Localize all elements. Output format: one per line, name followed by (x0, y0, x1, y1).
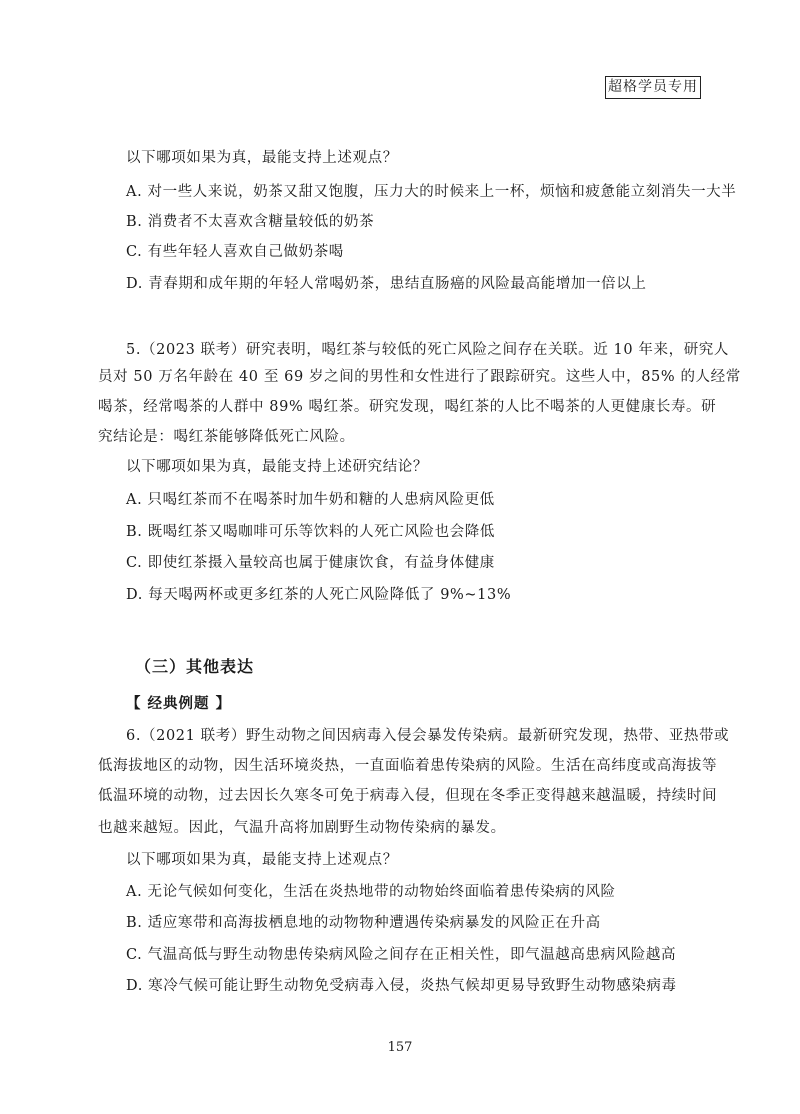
q4-option-c: C. 有些年轻人喜欢自己做奶茶喝 (126, 244, 344, 260)
section-title: （三）其他表达 (135, 657, 255, 676)
q6-option-c: C. 气温高低与野生动物患传染病风险之间存在正相关性，即气温越高患病风险越高 (126, 947, 677, 963)
q4-option-b: B. 消费者不太喜欢含糖量较低的奶茶 (126, 214, 375, 230)
q5-stem-line-4: 究结论是：喝红茶能够降低死亡风险。 (98, 429, 355, 445)
q6-stem-line-3: 低温环境的动物，过去因长久寒冬可免于病毒入侵，但现在冬季正变得越来越温暖，持续时间 (98, 788, 718, 804)
page-number: 157 (387, 1040, 413, 1055)
q6-option-d: D. 寒冷气候可能让野生动物免受病毒入侵，炎热气候却更易导致野生动物感染病毒 (126, 978, 677, 994)
q5-stem-line-3: 喝茶，经常喝茶的人群中 89% 喝红茶。研究发现，喝红茶的人比不喝茶的人更健康长寿。研 (98, 399, 717, 415)
q6-stem-line-1: 6.（2021 联考）野生动物之间因病毒入侵会暴发传染病。最新研究发现，热带、亚热带或 (126, 728, 730, 744)
q5-option-c: C. 即使红茶摄入量较高也属于健康饮食，有益身体健康 (126, 555, 495, 571)
q5-stem-line-1: 5.（2023 联考）研究表明，喝红茶与较低的死亡风险之间存在关联。近 10 年来，研究人 (126, 342, 730, 358)
q4-option-a: A. 对一些人来说，奶茶又甜又饱腹，压力大的时候来上一杯，烦恼和疲惫能立刻消失一大半 (126, 184, 737, 200)
q6-stem-line-2: 低海拔地区的动物，因生活环境炎热，一直面临着患传染病的风险。生活在高纬度或高海拔等 (98, 758, 718, 774)
q4-option-d: D. 青春期和成年期的年轻人常喝奶茶，患结直肠癌的风险最高能增加一倍以上 (126, 276, 647, 292)
q5-option-a: A. 只喝红茶而不在喝茶时加牛奶和糖的人患病风险更低 (126, 492, 495, 508)
q5-option-b: B. 既喝红茶又喝咖啡可乐等饮料的人死亡风险也会降低 (126, 524, 495, 540)
q6-option-b: B. 适应寒带和高海拔栖息地的动物物种遭遇传染病暴发的风险正在升高 (126, 915, 601, 931)
q5-option-d: D. 每天喝两杯或更多红茶的人死亡风险降低了 9%~13% (126, 587, 512, 603)
q5-stem-line-2: 员对 50 万名年龄在 40 至 69 岁之间的男性和女性进行了跟踪研究。这些人中，85% 的人经常 (98, 369, 741, 385)
q6-stem-line-4: 也越来越短。因此，气温升高将加剧野生动物传染病的暴发。 (98, 820, 506, 836)
q4-prompt: 以下哪项如果为真，最能支持上述观点？ (126, 150, 398, 166)
q6-prompt: 以下哪项如果为真，最能支持上述观点？ (126, 852, 398, 868)
q5-prompt: 以下哪项如果为真，最能支持上述研究结论？ (126, 459, 428, 475)
student-only-badge: 超格学员专用 (605, 76, 701, 99)
example-tag: 【 经典例题 】 (126, 695, 232, 712)
q6-option-a: A. 无论气候如何变化，生活在炎热地带的动物始终面临着患传染病的风险 (126, 884, 616, 900)
